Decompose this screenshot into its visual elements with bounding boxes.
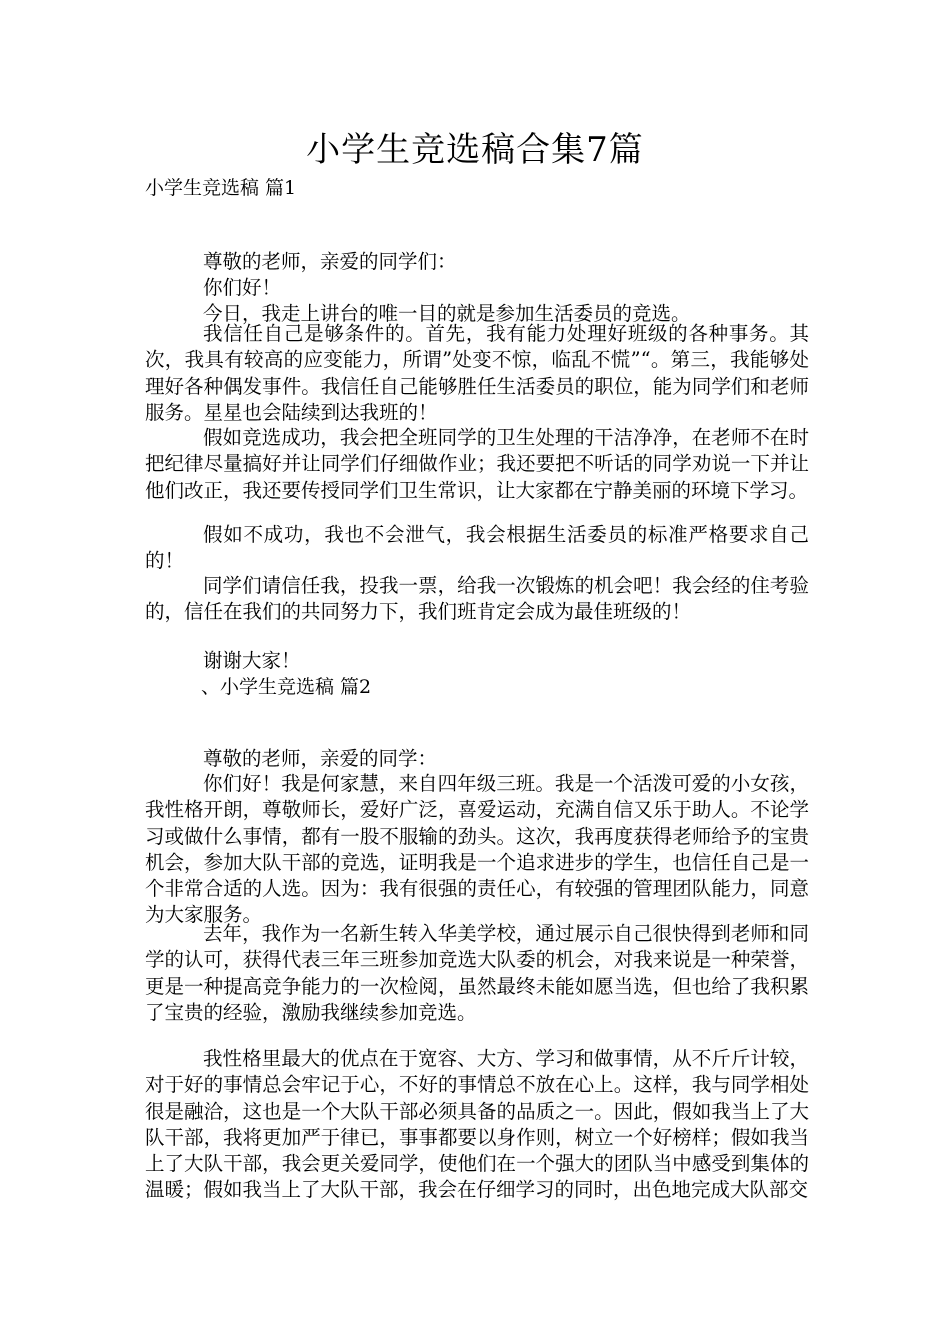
paragraph: 我信任自己是够条件的。首先，我有能力处理好班级的各种事务。其次，我具有较高的应变能力，所谓”处变不惊，临乱不慌”“。第三，我能够处理好各种偶发事件。我信任自己能够胜任生活委员的职位，能为同学们和老师服务。星星也会陆续到达我班的！ [145,322,809,424]
paragraph: 今日，我走上讲台的唯一目的就是参加生活委员的竞选。 [203,302,691,325]
paragraph: 尊敬的老师，亲爱的同学： [203,747,438,770]
document-title: 小学生竞选稿合集7篇 [306,130,644,170]
paragraph: 谢谢大家！ [203,649,301,672]
section-heading-2: 、小学生竞选稿 篇2 [201,676,372,698]
paragraph: 假如不成功，我也不会泄气，我会根据生活委员的标准严格要求自己的！ [145,523,809,573]
paragraph: 你们好！ [203,276,282,299]
paragraph: 假如竞选成功，我会把全班同学的卫生处理的干洁净净，在老师不在时把纪律尽量搞好并让同学们仔细做作业；我还要把不听话的同学劝说一下并让他们改正，我还要传授同学们卫生常识，让大家都在宁静美丽的环境下学习。 [145,426,809,502]
paragraph: 同学们请信任我，投我一票，给我一次锻炼的机会吧！我会经的住考验的，信任在我们的共同努力下，我们班肯定会成为最佳班级的！ [145,574,809,624]
paragraph: 尊敬的老师，亲爱的同学们： [203,250,457,273]
section-heading-1: 小学生竞选稿 篇1 [145,177,297,199]
paragraph: 你们好！我是何家慧，来自四年级三班。我是一个活泼可爱的小女孩，我性格开朗，尊敬师长，爱好广泛，喜爱运动，充满自信又乐于助人。不论学习或做什么事情，都有一股不服输的劲头。这次，我再度获得老师给予的宝贵机会，参加大队干部的竞选，证明我是一个追求进步的学生，也信任自己是一个非常合适的人选。因为：我有很强的责任心，有较强的管理团队能力，同意为大家服务。 [145,772,809,927]
paragraph: 去年，我作为一名新生转入华美学校，通过展示自己很快得到老师和同学的认可，获得代表三年三班参加竞选大队委的机会，对我来说是一种荣誉，更是一种提高竞争能力的一次检阅，虽然最终未能如愿当选，但也给了我积累了宝贵的经验，激励我继续参加竞选。 [145,922,809,1024]
paragraph: 我性格里最大的优点在于宽容、大方、学习和做事情，从不斤斤计较，对于好的事情总会牢记于心，不好的事情总不放在心上。这样，我与同学相处很是融洽，这也是一个大队干部必须具备的品质之一。因此，假如我当上了大队干部，我将更加严于律已，事事都要以身作则，树立一个好榜样；假如我当上了大队干部，我会更关爱同学，使他们在一个强大的团队当中感受到集体的温暖；假如我当上了大队干部，我会在仔细学习的同时，出色地完成大队部交 [145,1047,809,1202]
